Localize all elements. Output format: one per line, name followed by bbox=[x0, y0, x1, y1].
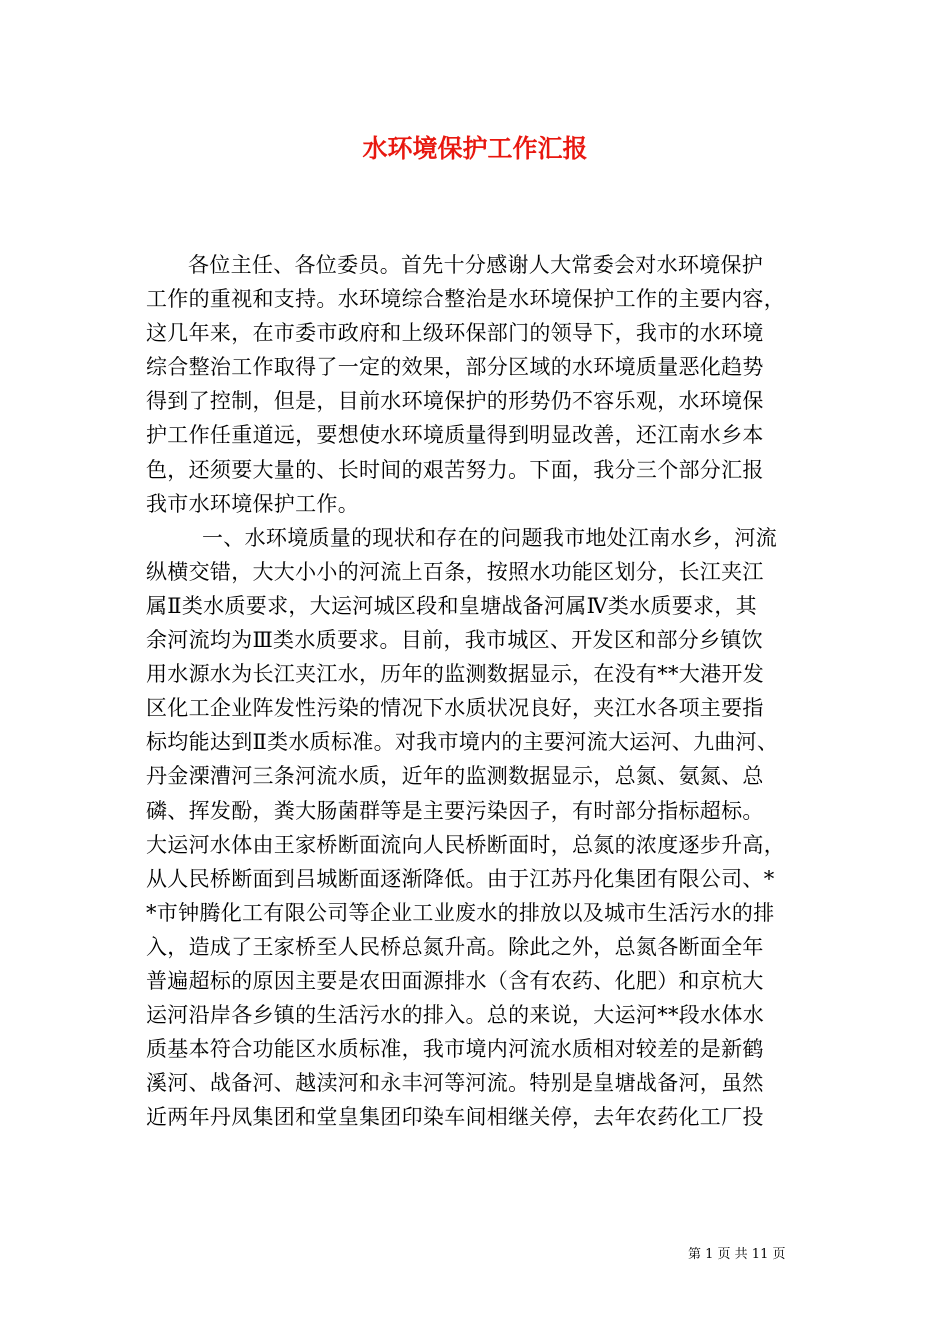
paragraph-1-line: 综合整治工作取得了一定的效果，部分区域的水环境质量恶化趋势 bbox=[146, 355, 764, 380]
paragraph-2-line: 余河流均为Ⅲ类水质要求。目前，我市城区、开发区和部分乡镇饮 bbox=[146, 628, 763, 653]
paragraph-1-line: 工作的重视和支持。水环境综合整治是水环境保护工作的主要内容， bbox=[146, 287, 785, 312]
document-title: 水环境保护工作汇报 bbox=[362, 134, 588, 163]
paragraph-2-line: 从人民桥断面到吕城断面逐渐降低。由于江苏丹化集团有限公司、* bbox=[146, 866, 775, 891]
paragraph-1-line: 这几年来，在市委市政府和上级环保部门的领导下，我市的水环境 bbox=[146, 321, 764, 346]
paragraph-2-line: 近两年丹凤集团和堂皇集团印染车间相继关停，去年农药化工厂投 bbox=[146, 1105, 764, 1130]
paragraph-2-line: 溪河、战备河、越渎河和永丰河等河流。特别是皇塘战备河，虽然 bbox=[146, 1071, 764, 1096]
paragraph-1-line: 我市水环境保护工作。 bbox=[146, 491, 359, 516]
paragraph-2-line: 属Ⅱ类水质要求，大运河城区段和皇塘战备河属Ⅳ类水质要求，其 bbox=[146, 593, 757, 618]
paragraph-2-line: 用水源水为长江夹江水，历年的监测数据显示，在没有**大港开发 bbox=[146, 662, 764, 687]
paragraph-2-line: 区化工企业阵发性污染的情况下水质状况良好，夹江水各项主要指 bbox=[146, 696, 764, 721]
page-number-footer: 第 1 页 共 11 页 bbox=[688, 1247, 786, 1262]
paragraph-2-line: 一、水环境质量的现状和存在的问题我市地处江南水乡，河流 bbox=[202, 525, 778, 550]
paragraph-1-line: 各位主任、各位委员。首先十分感谢人大常委会对水环境保护 bbox=[188, 253, 764, 277]
paragraph-1-line: 色，还须要大量的、长时间的艰苦努力。下面，我分三个部分汇报 bbox=[146, 457, 764, 482]
paragraph-2-line: 质基本符合功能区水质标准，我市境内河流水质相对较差的是新鹤 bbox=[146, 1037, 764, 1062]
paragraph-2-line: *市钟腾化工有限公司等企业工业废水的排放以及城市生活污水的排 bbox=[146, 900, 775, 925]
paragraph-2-line: 入，造成了王家桥至人民桥总氮升高。除此之外，总氮各断面全年 bbox=[146, 934, 764, 959]
paragraph-2-line: 丹金溧漕河三条河流水质，近年的监测数据显示，总氮、氨氮、总 bbox=[146, 764, 764, 789]
paragraph-2-line: 磷、挥发酚，粪大肠菌群等是主要污染因子，有时部分指标超标。 bbox=[146, 798, 764, 823]
paragraph-1-line: 得到了控制，但是，目前水环境保护的形势仍不容乐观，水环境保 bbox=[146, 389, 764, 414]
paragraph-2-line: 普遍超标的原因主要是农田面源排水（含有农药、化肥）和京杭大 bbox=[146, 968, 764, 993]
document-body bbox=[146, 248, 806, 1134]
paragraph-1-line: 护工作任重道远，要想使水环境质量得到明显改善，还江南水乡本 bbox=[146, 423, 764, 448]
paragraph-2-line: 标均能达到Ⅱ类水质标准。对我市境内的主要河流大运河、九曲河、 bbox=[146, 730, 779, 755]
paragraph-2-line: 运河沿岸各乡镇的生活污水的排入。总的来说，大运河**段水体水 bbox=[146, 1003, 764, 1028]
paragraph-2-line: 大运河水体由王家桥断面流向人民桥断面时，总氮的浓度逐步升高， bbox=[146, 832, 785, 857]
paragraph-2-line: 纵横交错，大大小小的河流上百条，按照水功能区划分，长江夹江 bbox=[146, 559, 764, 584]
